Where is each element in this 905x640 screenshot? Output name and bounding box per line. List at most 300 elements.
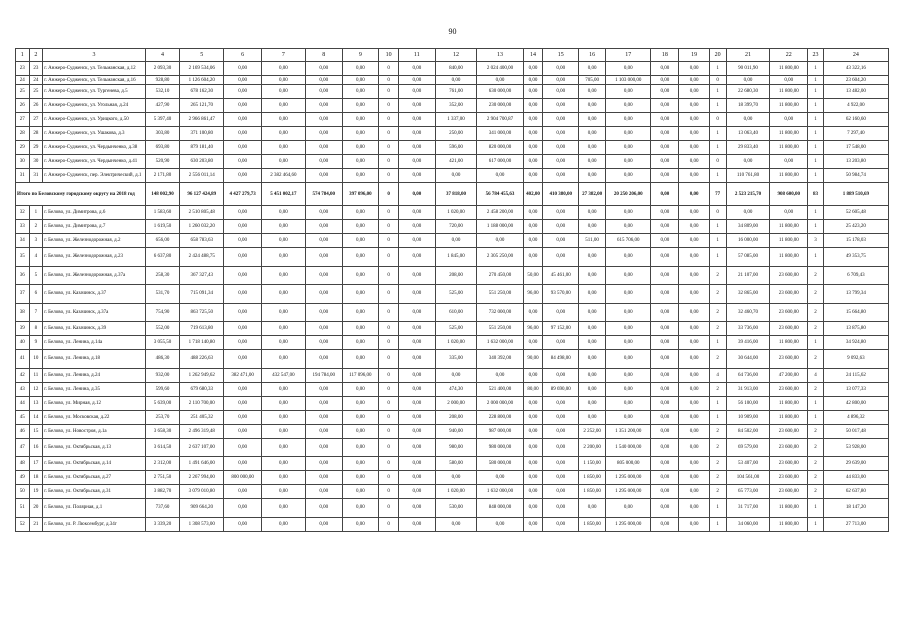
table-cell: 2 [709, 382, 726, 396]
table-cell: 1 540 000,00 [606, 438, 651, 457]
table-cell: 62 160,60 [823, 113, 888, 127]
table-cell: 69 579,00 [726, 438, 770, 457]
table-cell: 617 000,00 [477, 155, 523, 169]
table-cell: 1 [709, 396, 726, 410]
table-cell: 615 706,00 [606, 234, 651, 248]
table-cell: 6 637,80 [145, 248, 180, 267]
table-cell: 0,00 [261, 220, 305, 234]
table-cell: 25 [29, 85, 43, 99]
table-cell: 0,00 [342, 382, 379, 396]
table-cell: 0,00 [305, 220, 342, 234]
table-cell: 26 [16, 99, 30, 113]
table-cell: 0,00 [651, 410, 679, 424]
table-cell: 0,00 [261, 62, 305, 76]
table-row [16, 322, 889, 336]
table-cell: 0,00 [305, 350, 342, 369]
table-cell: 5 451 002,17 [261, 183, 305, 206]
table-cell: 0,00 [543, 410, 579, 424]
table-cell: 879 181,40 [180, 141, 224, 155]
table-cell: 77 [709, 183, 726, 206]
table-cell: 0,00 [543, 206, 579, 220]
table-cell: 31 913,00 [726, 382, 770, 396]
table-cell: 0,00 [679, 485, 709, 499]
table-cell: 0,00 [261, 457, 305, 471]
table-row [16, 350, 889, 369]
table-cell: 0,00 [770, 113, 808, 127]
table-cell: 0,00 [261, 499, 305, 518]
table-cell: 0,00 [679, 285, 709, 304]
column-number: 8 [305, 49, 342, 62]
table-cell: 29 639,00 [823, 457, 888, 471]
table-cell: 0,00 [305, 99, 342, 113]
table-cell: 940,00 [435, 424, 477, 438]
table-cell: 0,00 [651, 424, 679, 438]
table-cell: 0,00 [606, 382, 651, 396]
table-cell: 0,00 [679, 266, 709, 285]
table-cell: 0 [709, 206, 726, 220]
table-cell: 43 [16, 382, 30, 396]
table-cell: 720,00 [435, 220, 477, 234]
table-cell: 2 110 700,00 [180, 396, 224, 410]
table-cell: 50 017,48 [823, 424, 888, 438]
table-cell: 0,00 [305, 396, 342, 410]
table-cell: 0,00 [399, 471, 436, 485]
table-cell: 15 178,03 [823, 234, 888, 248]
table-cell: 0,00 [399, 127, 436, 141]
table-cell: 0,00 [477, 517, 523, 531]
table-cell: 23 [16, 62, 30, 76]
table-cell: 11 800,00 [770, 127, 808, 141]
table-cell: 33 736,00 [726, 322, 770, 336]
table-cell: 1 619,50 [145, 220, 180, 234]
table-cell: 0,00 [543, 517, 579, 531]
column-number: 3 [43, 49, 146, 62]
page-number: 90 [448, 27, 457, 36]
table-cell: 0 [379, 85, 399, 99]
table-cell: 17 548,00 [823, 141, 888, 155]
table-cell: 0,00 [543, 438, 579, 457]
table-cell: 0 [379, 457, 399, 471]
table-cell: 0 [379, 76, 399, 85]
address-cell: г. Белово, ул. Полярная, д.1 [43, 499, 146, 518]
address-cell: г. Анжеро-Судженск, ул. Тургенева, д.5 [43, 85, 146, 99]
address-cell: г. Белово, ул. Димитрова, д.7 [43, 220, 146, 234]
table-row [16, 424, 889, 438]
table-cell: 367 327,43 [180, 266, 224, 285]
table-cell: 0,00 [523, 499, 543, 518]
table-cell: 0,00 [679, 141, 709, 155]
table-cell: 13 875,80 [823, 322, 888, 336]
table-cell: 0,00 [224, 169, 262, 183]
table-cell: 2 [709, 457, 726, 471]
table-cell: 0,00 [651, 457, 679, 471]
table-cell: 7 [29, 303, 43, 322]
table-cell: 0,00 [523, 127, 543, 141]
table-cell: 0,00 [543, 499, 579, 518]
column-number: 12 [435, 49, 477, 62]
table-cell: 1 [808, 336, 824, 350]
table-cell: 24 115,62 [823, 368, 888, 382]
table-cell: 8 [29, 322, 43, 336]
table-row [16, 410, 889, 424]
table-cell: 11 800,00 [770, 99, 808, 113]
table-cell: 2 458 200,00 [477, 206, 523, 220]
table-cell: 2 [808, 485, 824, 499]
table-cell: 1 262 949,62 [180, 368, 224, 382]
table-cell: 3 [29, 234, 43, 248]
table-cell: 0,00 [305, 127, 342, 141]
table-cell: 0,00 [679, 99, 709, 113]
table-cell: 2 [709, 485, 726, 499]
address-cell: г. Анжеро-Судженск, ул. Ушакова, д.3 [43, 127, 146, 141]
table-cell: 511,00 [578, 234, 605, 248]
table-cell: 0,00 [399, 424, 436, 438]
table-cell: 525,00 [435, 285, 477, 304]
table-cell: 148 002,90 [145, 183, 180, 206]
table-cell: 0,00 [477, 76, 523, 85]
table-cell: 719 613,80 [180, 322, 224, 336]
table-cell: 1 308 573,00 [180, 517, 224, 531]
table-row [16, 517, 889, 531]
table-cell: 13 077,33 [823, 382, 888, 396]
table-cell: 0,00 [651, 248, 679, 267]
table-cell: 23 [29, 62, 43, 76]
table-cell: 43 322,16 [823, 62, 888, 76]
table-cell: 0 [379, 62, 399, 76]
table-cell: 2 637 107,00 [180, 438, 224, 457]
table-cell: 1 [808, 85, 824, 99]
table-cell: 863 725,50 [180, 303, 224, 322]
table-cell: 194 784,00 [305, 368, 342, 382]
table-cell: 0,00 [399, 499, 436, 518]
table-cell: 0,00 [606, 62, 651, 76]
table-cell: 0,00 [305, 285, 342, 304]
table-cell: 0,00 [399, 248, 436, 267]
table-cell: 110 761,80 [726, 169, 770, 183]
table-row [16, 248, 889, 267]
table-cell: 0,00 [651, 499, 679, 518]
table-cell: 32 865,00 [726, 285, 770, 304]
table-cell: 1 [808, 99, 824, 113]
table-cell: 0,00 [651, 220, 679, 234]
table-cell: 0,00 [523, 220, 543, 234]
table-cell: 1 020,00 [435, 485, 477, 499]
table-cell: 90 011,90 [726, 62, 770, 76]
table-cell: 0,00 [578, 99, 605, 113]
table-cell: 520,90 [145, 155, 180, 169]
table-cell: 64 736,00 [726, 368, 770, 382]
table-cell: 11 800,00 [770, 396, 808, 410]
table-cell: 0,00 [523, 141, 543, 155]
table-cell: 0,00 [224, 336, 262, 350]
table-cell: 0,00 [305, 485, 342, 499]
table-cell: 2 [709, 438, 726, 457]
table-cell: 30 644,00 [726, 350, 770, 369]
table-cell: 11 800,00 [770, 410, 808, 424]
table-cell: 0,00 [305, 155, 342, 169]
table-cell: 22 680,30 [726, 85, 770, 99]
table-cell: 104 561,00 [726, 471, 770, 485]
table-cell: 4 [709, 368, 726, 382]
table-cell: 97 152,00 [543, 322, 579, 336]
table-cell: 2 305 250,00 [477, 248, 523, 267]
table-cell: 11 800,00 [770, 62, 808, 76]
table-cell: 0,00 [342, 285, 379, 304]
table-cell: 1 [709, 85, 726, 99]
table-cell: 10 [29, 350, 43, 369]
table-cell: 980,00 [435, 438, 477, 457]
table-row [16, 396, 889, 410]
table-cell: 0,00 [679, 424, 709, 438]
table-row [16, 220, 889, 234]
table-cell: 57 085,00 [726, 248, 770, 267]
table-cell: 15 664,80 [823, 303, 888, 322]
column-number: 22 [770, 49, 808, 62]
table-cell: 13 203,80 [823, 155, 888, 169]
table-cell: 0,00 [261, 350, 305, 369]
table-cell: 2 [808, 438, 824, 457]
table-cell: 0,00 [679, 410, 709, 424]
table-cell: 1 850,00 [578, 485, 605, 499]
table-cell: 0,00 [435, 169, 477, 183]
table-cell: 31 717,00 [726, 499, 770, 518]
table-cell: 1 295 000,00 [606, 485, 651, 499]
table-cell: 0,00 [342, 206, 379, 220]
table-row [16, 485, 889, 499]
table-cell: 0,00 [224, 155, 262, 169]
table-cell: 0,00 [578, 350, 605, 369]
table-cell: 44 [16, 396, 30, 410]
table-cell: 0,00 [342, 336, 379, 350]
table-cell: 1 850,00 [578, 471, 605, 485]
table-cell: 0,00 [543, 336, 579, 350]
table-row [16, 127, 889, 141]
table-cell: 0,00 [543, 248, 579, 267]
data-table [15, 48, 889, 532]
table-cell: 46 [16, 424, 30, 438]
table-cell: 0,00 [399, 206, 436, 220]
table-cell: 0,00 [261, 336, 305, 350]
table-cell: 0,00 [578, 113, 605, 127]
column-number: 24 [823, 49, 888, 62]
table-cell: 23 600,00 [770, 471, 808, 485]
table-cell: 0,00 [399, 99, 436, 113]
table-cell: 0,00 [651, 438, 679, 457]
table-cell: 0,00 [578, 285, 605, 304]
table-cell: 25 423,20 [823, 220, 888, 234]
table-cell: 0,00 [578, 141, 605, 155]
table-cell: 23 600,00 [770, 285, 808, 304]
table-cell: 84 498,00 [543, 350, 579, 369]
table-cell: 0,00 [399, 517, 436, 531]
table-cell: 0,00 [578, 336, 605, 350]
table-cell: 39 [16, 322, 30, 336]
table-cell: 0,00 [606, 155, 651, 169]
column-number: 2 [29, 49, 43, 62]
table-cell: 0,00 [224, 322, 262, 336]
table-cell: 0,00 [578, 266, 605, 285]
table-cell: 38 [16, 303, 30, 322]
table-cell: 90,00 [523, 350, 543, 369]
table-cell: 1 [808, 206, 824, 220]
table-cell: 0 [379, 169, 399, 183]
table-cell: 0,00 [543, 471, 579, 485]
table-cell: 39 416,00 [726, 336, 770, 350]
table-cell: 0,00 [651, 85, 679, 99]
table-row [16, 382, 889, 396]
table-row [16, 438, 889, 457]
table-cell: 0,00 [606, 336, 651, 350]
table-cell: 4 [808, 368, 824, 382]
table-cell: 2 424 488,75 [180, 248, 224, 267]
table-cell: 17 [29, 457, 43, 471]
table-cell: 0,00 [543, 457, 579, 471]
table-cell: 13 799,34 [823, 285, 888, 304]
table-cell: 0,00 [305, 303, 342, 322]
table-cell: 0 [379, 183, 399, 206]
total-row [16, 183, 889, 206]
table-cell: 1 351 200,00 [606, 424, 651, 438]
table-cell: 1 [709, 234, 726, 248]
column-number: 1 [16, 49, 30, 62]
table-cell: 11 800,00 [770, 499, 808, 518]
table-cell: 0,00 [679, 62, 709, 76]
table-cell: 580 000,00 [477, 457, 523, 471]
address-cell: г. Анжеро-Судженск, ул. Угольная, д.24 [43, 99, 146, 113]
table-cell: 0,00 [399, 76, 436, 85]
table-cell: 0,00 [224, 499, 262, 518]
table-cell: 9 [29, 336, 43, 350]
table-cell: 0,00 [523, 113, 543, 127]
table-cell: 49 353,75 [823, 248, 888, 267]
table-cell: 2 [808, 285, 824, 304]
table-cell: 23 600,00 [770, 424, 808, 438]
table-cell: 800 000,00 [224, 471, 262, 485]
table-cell: 0,00 [261, 382, 305, 396]
table-cell: 737,60 [145, 499, 180, 518]
table-cell: 0 [379, 206, 399, 220]
address-cell: г. Белово, ул. Московская, д.22 [43, 410, 146, 424]
table-cell: 0,00 [523, 517, 543, 531]
table-row [16, 113, 889, 127]
table-cell: 382 471,00 [224, 368, 262, 382]
table-cell: 0,00 [651, 169, 679, 183]
table-cell: 13 482,00 [823, 85, 888, 99]
table-cell: 303,80 [145, 127, 180, 141]
table-cell: 805 000,00 [606, 457, 651, 471]
address-cell: г. Белово, ул. Железнодорожная, д.2 [43, 234, 146, 248]
table-row [16, 266, 889, 285]
table-cell: 0,00 [606, 141, 651, 155]
table-cell: 987 000,00 [477, 424, 523, 438]
table-cell: 1 [709, 99, 726, 113]
table-cell: 1 491 646,00 [180, 457, 224, 471]
table-cell: 0,00 [342, 99, 379, 113]
table-cell: 0 [709, 155, 726, 169]
table-cell: 0,00 [342, 303, 379, 322]
table-cell: 0,00 [679, 234, 709, 248]
table-cell: 525,00 [435, 322, 477, 336]
table-cell: 0,00 [261, 517, 305, 531]
table-cell: 551 250,00 [477, 322, 523, 336]
column-number: 23 [808, 49, 824, 62]
table-row [16, 471, 889, 485]
table-cell: 1 [808, 517, 824, 531]
table-cell: 1 [709, 336, 726, 350]
table-cell: 23 600,00 [770, 350, 808, 369]
table-cell: 0,00 [523, 99, 543, 113]
table-cell: 0,00 [770, 76, 808, 85]
table-cell: 0 [379, 322, 399, 336]
table-cell: 0,00 [261, 303, 305, 322]
table-cell: 0,00 [261, 234, 305, 248]
table-cell: 2 [808, 350, 824, 369]
table-cell: 0,00 [543, 99, 579, 113]
column-number: 17 [606, 49, 651, 62]
table-cell: 0,00 [651, 266, 679, 285]
table-cell: 265 121,70 [180, 99, 224, 113]
table-cell: 596,00 [435, 141, 477, 155]
table-cell: 29 [16, 141, 30, 155]
table-cell: 0 [709, 113, 726, 127]
table-cell: 4 [29, 248, 43, 267]
table-cell: 96,00 [523, 322, 543, 336]
table-cell: 0,00 [435, 76, 477, 85]
table-cell: 0,00 [305, 471, 342, 485]
table-cell: 53 928,00 [823, 438, 888, 457]
table-cell: 50 984,74 [823, 169, 888, 183]
table-cell: 1 [808, 220, 824, 234]
table-cell: 23 600,00 [770, 485, 808, 499]
table-cell: 705,00 [578, 76, 605, 85]
table-cell: 0,00 [224, 248, 262, 267]
table-cell: 1 [709, 127, 726, 141]
table-cell: 1 [709, 62, 726, 76]
table-cell: 0,00 [578, 303, 605, 322]
table-cell: 2 [808, 424, 824, 438]
table-cell: 0,00 [651, 485, 679, 499]
table-cell: 0,00 [543, 155, 579, 169]
table-cell: 44 833,00 [823, 471, 888, 485]
table-cell: 1 850,00 [578, 517, 605, 531]
table-cell: 1 632 000,00 [477, 485, 523, 499]
table-cell: 0,00 [523, 336, 543, 350]
table-cell: 0,00 [651, 127, 679, 141]
table-cell: 0,00 [224, 113, 262, 127]
table-row [16, 457, 889, 471]
table-cell: 0,00 [305, 234, 342, 248]
table-cell: 11 800,00 [770, 85, 808, 99]
table-cell: 0,00 [305, 62, 342, 76]
table-cell: 0,00 [543, 76, 579, 85]
table-cell: 1 [808, 127, 824, 141]
table-cell: 0 [379, 220, 399, 234]
table-cell: 0,00 [543, 113, 579, 127]
table-cell: 0,00 [606, 113, 651, 127]
table-cell: 0,00 [543, 234, 579, 248]
table-cell: 1 020,00 [435, 336, 477, 350]
table-cell: 62 637,80 [823, 485, 888, 499]
table-cell: 1 188 000,00 [477, 220, 523, 234]
table-cell: 761,00 [435, 85, 477, 99]
table-cell: 0,00 [651, 183, 679, 206]
table-cell: 0,00 [305, 85, 342, 99]
table-cell: 0,00 [543, 62, 579, 76]
table-cell: 0,00 [679, 471, 709, 485]
table-cell: 89 690,00 [543, 382, 579, 396]
table-row [16, 141, 889, 155]
table-cell: 0,00 [651, 234, 679, 248]
